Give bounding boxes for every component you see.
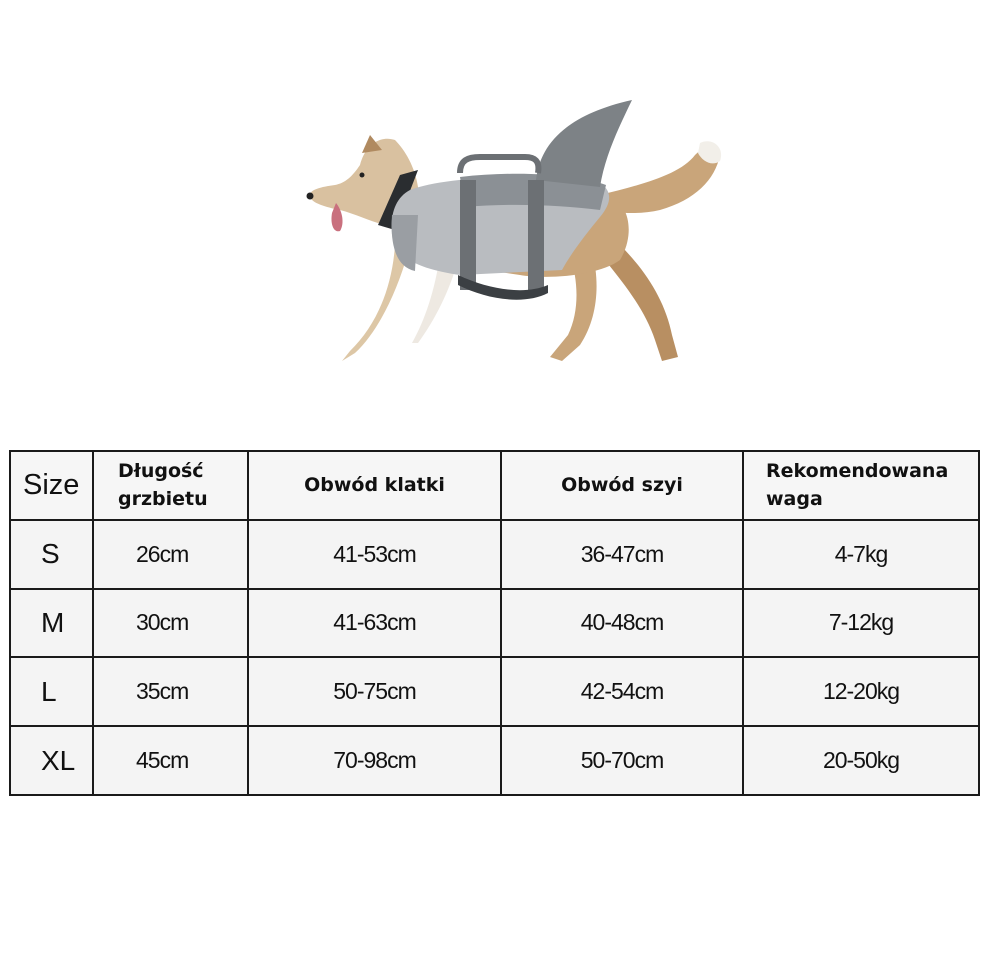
header-neck-girth: Obwód szyi bbox=[501, 451, 743, 520]
cell-neck-girth: 40-48cm bbox=[501, 589, 743, 658]
cell-size: L bbox=[10, 657, 93, 726]
table-row bbox=[10, 589, 979, 658]
cell-back-length: 30cm bbox=[93, 589, 248, 658]
table-row bbox=[10, 726, 979, 795]
cell-weight: 20-50kg bbox=[743, 726, 979, 795]
cell-neck-girth: 36-47cm bbox=[501, 520, 743, 589]
cell-weight: 7-12kg bbox=[743, 589, 979, 658]
cell-weight: 12-20kg bbox=[743, 657, 979, 726]
vest-strap-front bbox=[460, 180, 476, 290]
header-recommended-weight: Rekomendowana waga bbox=[743, 451, 979, 520]
dog-shark-vest-photo bbox=[300, 95, 740, 375]
vest-strap-back bbox=[528, 180, 544, 290]
cell-chest-girth: 50-75cm bbox=[248, 657, 501, 726]
dog-eye bbox=[360, 173, 365, 178]
header-size: Size bbox=[10, 451, 93, 520]
header-chest-girth: Obwód klatki bbox=[248, 451, 501, 520]
cell-back-length: 45cm bbox=[93, 726, 248, 795]
header-back-length: Długość grzbietu bbox=[93, 451, 248, 520]
cell-neck-girth: 42-54cm bbox=[501, 657, 743, 726]
cell-size: S bbox=[10, 520, 93, 589]
cell-weight: 4-7kg bbox=[743, 520, 979, 589]
table-row bbox=[10, 520, 979, 589]
dog-nose bbox=[307, 193, 314, 200]
table-header-row bbox=[10, 451, 979, 520]
cell-chest-girth: 70-98cm bbox=[248, 726, 501, 795]
vest-handle bbox=[460, 157, 538, 173]
cell-size: XL bbox=[10, 726, 93, 795]
vest-fin bbox=[536, 100, 632, 187]
table-row bbox=[10, 657, 979, 726]
cell-chest-girth: 41-53cm bbox=[248, 520, 501, 589]
cell-neck-girth: 50-70cm bbox=[501, 726, 743, 795]
cell-back-length: 26cm bbox=[93, 520, 248, 589]
size-chart-table bbox=[9, 450, 980, 796]
cell-back-length: 35cm bbox=[93, 657, 248, 726]
cell-size: M bbox=[10, 589, 93, 658]
cell-chest-girth: 41-63cm bbox=[248, 589, 501, 658]
dog-front-leg-left bbox=[342, 245, 410, 361]
